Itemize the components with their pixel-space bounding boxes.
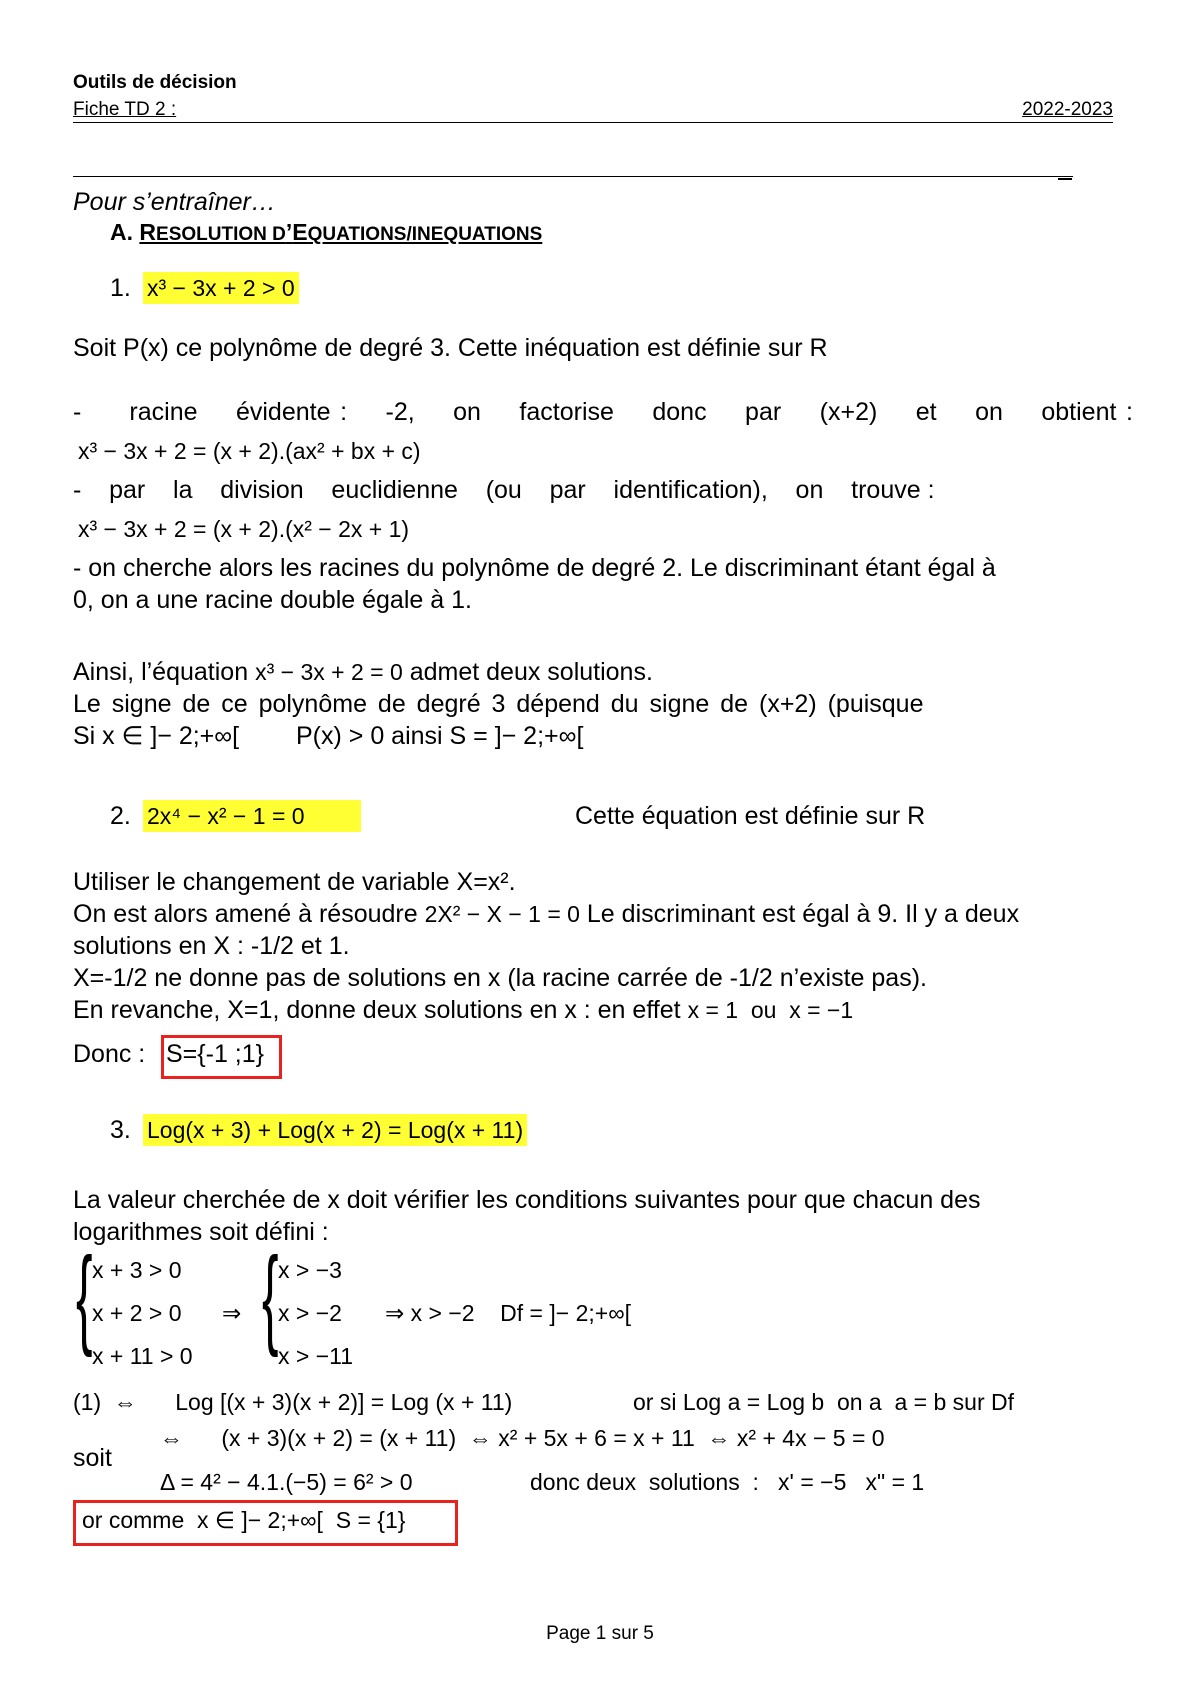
left-brace-1: { bbox=[76, 1235, 93, 1358]
section-letter: A. bbox=[110, 219, 133, 245]
ex2-equation: 2x⁴ − x² − 1 = 0 bbox=[143, 800, 361, 832]
ex1-line-10a: Si x ∈ ]− 2;+∞[ bbox=[73, 722, 240, 750]
ex2-line-4: X=-1/2 ne donne pas de solutions en x (la racine carrée de -1/2 n’existe pas). bbox=[73, 964, 927, 992]
ex2-line-2-math: 2X² − X − 1 = 0 bbox=[424, 901, 580, 927]
section-heading bbox=[139, 219, 542, 245]
ex1-line-3: x³ − 3x + 2 = (x + 2).(ax² + bx + c) bbox=[78, 438, 421, 464]
ex1-line-1: Soit P(x) ce polynôme de degré 3. Cette inéquation est définie sur R bbox=[73, 334, 828, 362]
intro-text: Pour s’entraîner… bbox=[73, 188, 276, 216]
ex1-line-5: x³ − 3x + 2 = (x + 2).(x² − 2x + 1) bbox=[78, 516, 410, 542]
ex1-line-7: 0, on a une racine double égale à 1. bbox=[73, 586, 472, 614]
ex3-line-3a: (1) ⇔ Log [(x + 3)(x + 2)] = Log (x + 11) bbox=[73, 1389, 513, 1415]
implies-arrow-1: ⇒ bbox=[222, 1300, 242, 1326]
ex3-soit: soit bbox=[73, 1444, 112, 1472]
section-apos: ’ bbox=[285, 219, 293, 245]
school-year: 2022-2023 bbox=[1022, 99, 1113, 120]
ex1-line-2: - racine évidente : -2, on factorise donc par (x+2) et on obtient : bbox=[73, 398, 1133, 426]
ex3-line-3b: or si Log a = Log b on a a = b sur Df bbox=[633, 1389, 1015, 1415]
ex2-line-5-math: x = 1 ou x = −1 bbox=[687, 997, 854, 1023]
left-brace-2: { bbox=[262, 1235, 279, 1358]
ex2-line-1: Utiliser le changement de variable X=x². bbox=[73, 868, 516, 896]
separator-mark bbox=[1058, 178, 1072, 180]
section-cap-r: R bbox=[139, 219, 157, 245]
sheet-label: Fiche TD 2 : bbox=[73, 99, 177, 120]
sys2-row-3: x > −11 bbox=[278, 1343, 354, 1369]
ex3-domain: ⇒ x > −2 Df = ]− 2;+∞[ bbox=[385, 1300, 631, 1326]
ex2-line-3: solutions en X : -1/2 et 1. bbox=[73, 932, 350, 960]
ex3-line-1: La valeur cherchée de x doit vérifier les conditions suivantes pour que chacun des bbox=[73, 1186, 981, 1214]
sys2-row-2: x > −2 bbox=[278, 1300, 342, 1326]
ex2-number: 2. bbox=[110, 802, 131, 830]
ex1-line-4: - par la division euclidienne (ou par identification), on trouve : bbox=[73, 476, 935, 504]
section-title bbox=[110, 219, 542, 246]
section-cap-e: E bbox=[292, 219, 308, 245]
ex3-line-5b: donc deux solutions : x' = −5 x" = 1 bbox=[530, 1469, 925, 1495]
ex3-equation: Log(x + 3) + Log(x + 2) = Log(x + 11) bbox=[143, 1114, 527, 1146]
sys1-row-2: x + 2 > 0 bbox=[92, 1300, 182, 1326]
ex1-line-8 bbox=[73, 656, 653, 688]
ex1-line-10b: P(x) > 0 ainsi S = ]− 2;+∞[ bbox=[296, 722, 584, 750]
ex3-answer: or comme x ∈ ]− 2;+∞[ S = {1} bbox=[82, 1507, 406, 1533]
separator-rule bbox=[73, 176, 1073, 177]
document-title: Outils de décision bbox=[73, 72, 237, 93]
section-small-2: QUATIONS/INEQUATIONS bbox=[307, 224, 543, 245]
ex2-line-5-start: En revanche, X=1, donne deux solutions en x : en effet bbox=[73, 996, 681, 1024]
sys1-row-1: x + 3 > 0 bbox=[92, 1257, 182, 1283]
ex3-line-5a: Δ = 4² − 4.1.(−5) = 6² > 0 bbox=[160, 1469, 413, 1495]
ex2-line-2 bbox=[73, 898, 1019, 930]
ex3-line-2: logarithmes soit défini : bbox=[73, 1218, 329, 1246]
ex1-line-6: - on cherche alors les racines du polynôme de degré 2. Le discriminant étant égal à bbox=[73, 554, 996, 582]
ex2-domain: Cette équation est définie sur R bbox=[575, 802, 926, 830]
ex1-number: 1. bbox=[110, 274, 131, 302]
ex1-line-8-math: x³ − 3x + 2 = 0 bbox=[255, 659, 403, 685]
ex2-line-2-end: Le discriminant est égal à 9. Il y a deux bbox=[586, 900, 1020, 928]
header-rule bbox=[73, 122, 1113, 123]
sys1-row-3: x + 11 > 0 bbox=[92, 1343, 193, 1369]
ex1-line-9: Le signe de ce polynôme de degré 3 dépend du signe de (x+2) (puisque bbox=[73, 690, 924, 718]
ex1-line-8-end: admet deux solutions. bbox=[409, 658, 653, 686]
ex3-line-4: ⇔ (x + 3)(x + 2) = (x + 11) ⇔ x² + 5x + 6 = x + 11 ⇔ x² + 4x − 5 = 0 bbox=[160, 1425, 885, 1451]
ex2-line-6: Donc : bbox=[73, 1040, 146, 1068]
ex1-line-8-start: Ainsi, l’équation bbox=[73, 658, 249, 686]
ex2-answer: S={-1 ;1} bbox=[166, 1040, 264, 1068]
ex2-line-5 bbox=[73, 994, 853, 1026]
ex1-equation: x³ − 3x + 2 > 0 bbox=[143, 272, 299, 304]
sys2-row-1: x > −3 bbox=[278, 1257, 342, 1283]
page-number: Page 1 sur 5 bbox=[546, 1623, 654, 1644]
ex2-line-2-start: On est alors amené à résoudre bbox=[73, 900, 418, 928]
section-small-1: ESOLUTION D bbox=[156, 224, 286, 245]
ex3-number: 3. bbox=[110, 1116, 131, 1144]
